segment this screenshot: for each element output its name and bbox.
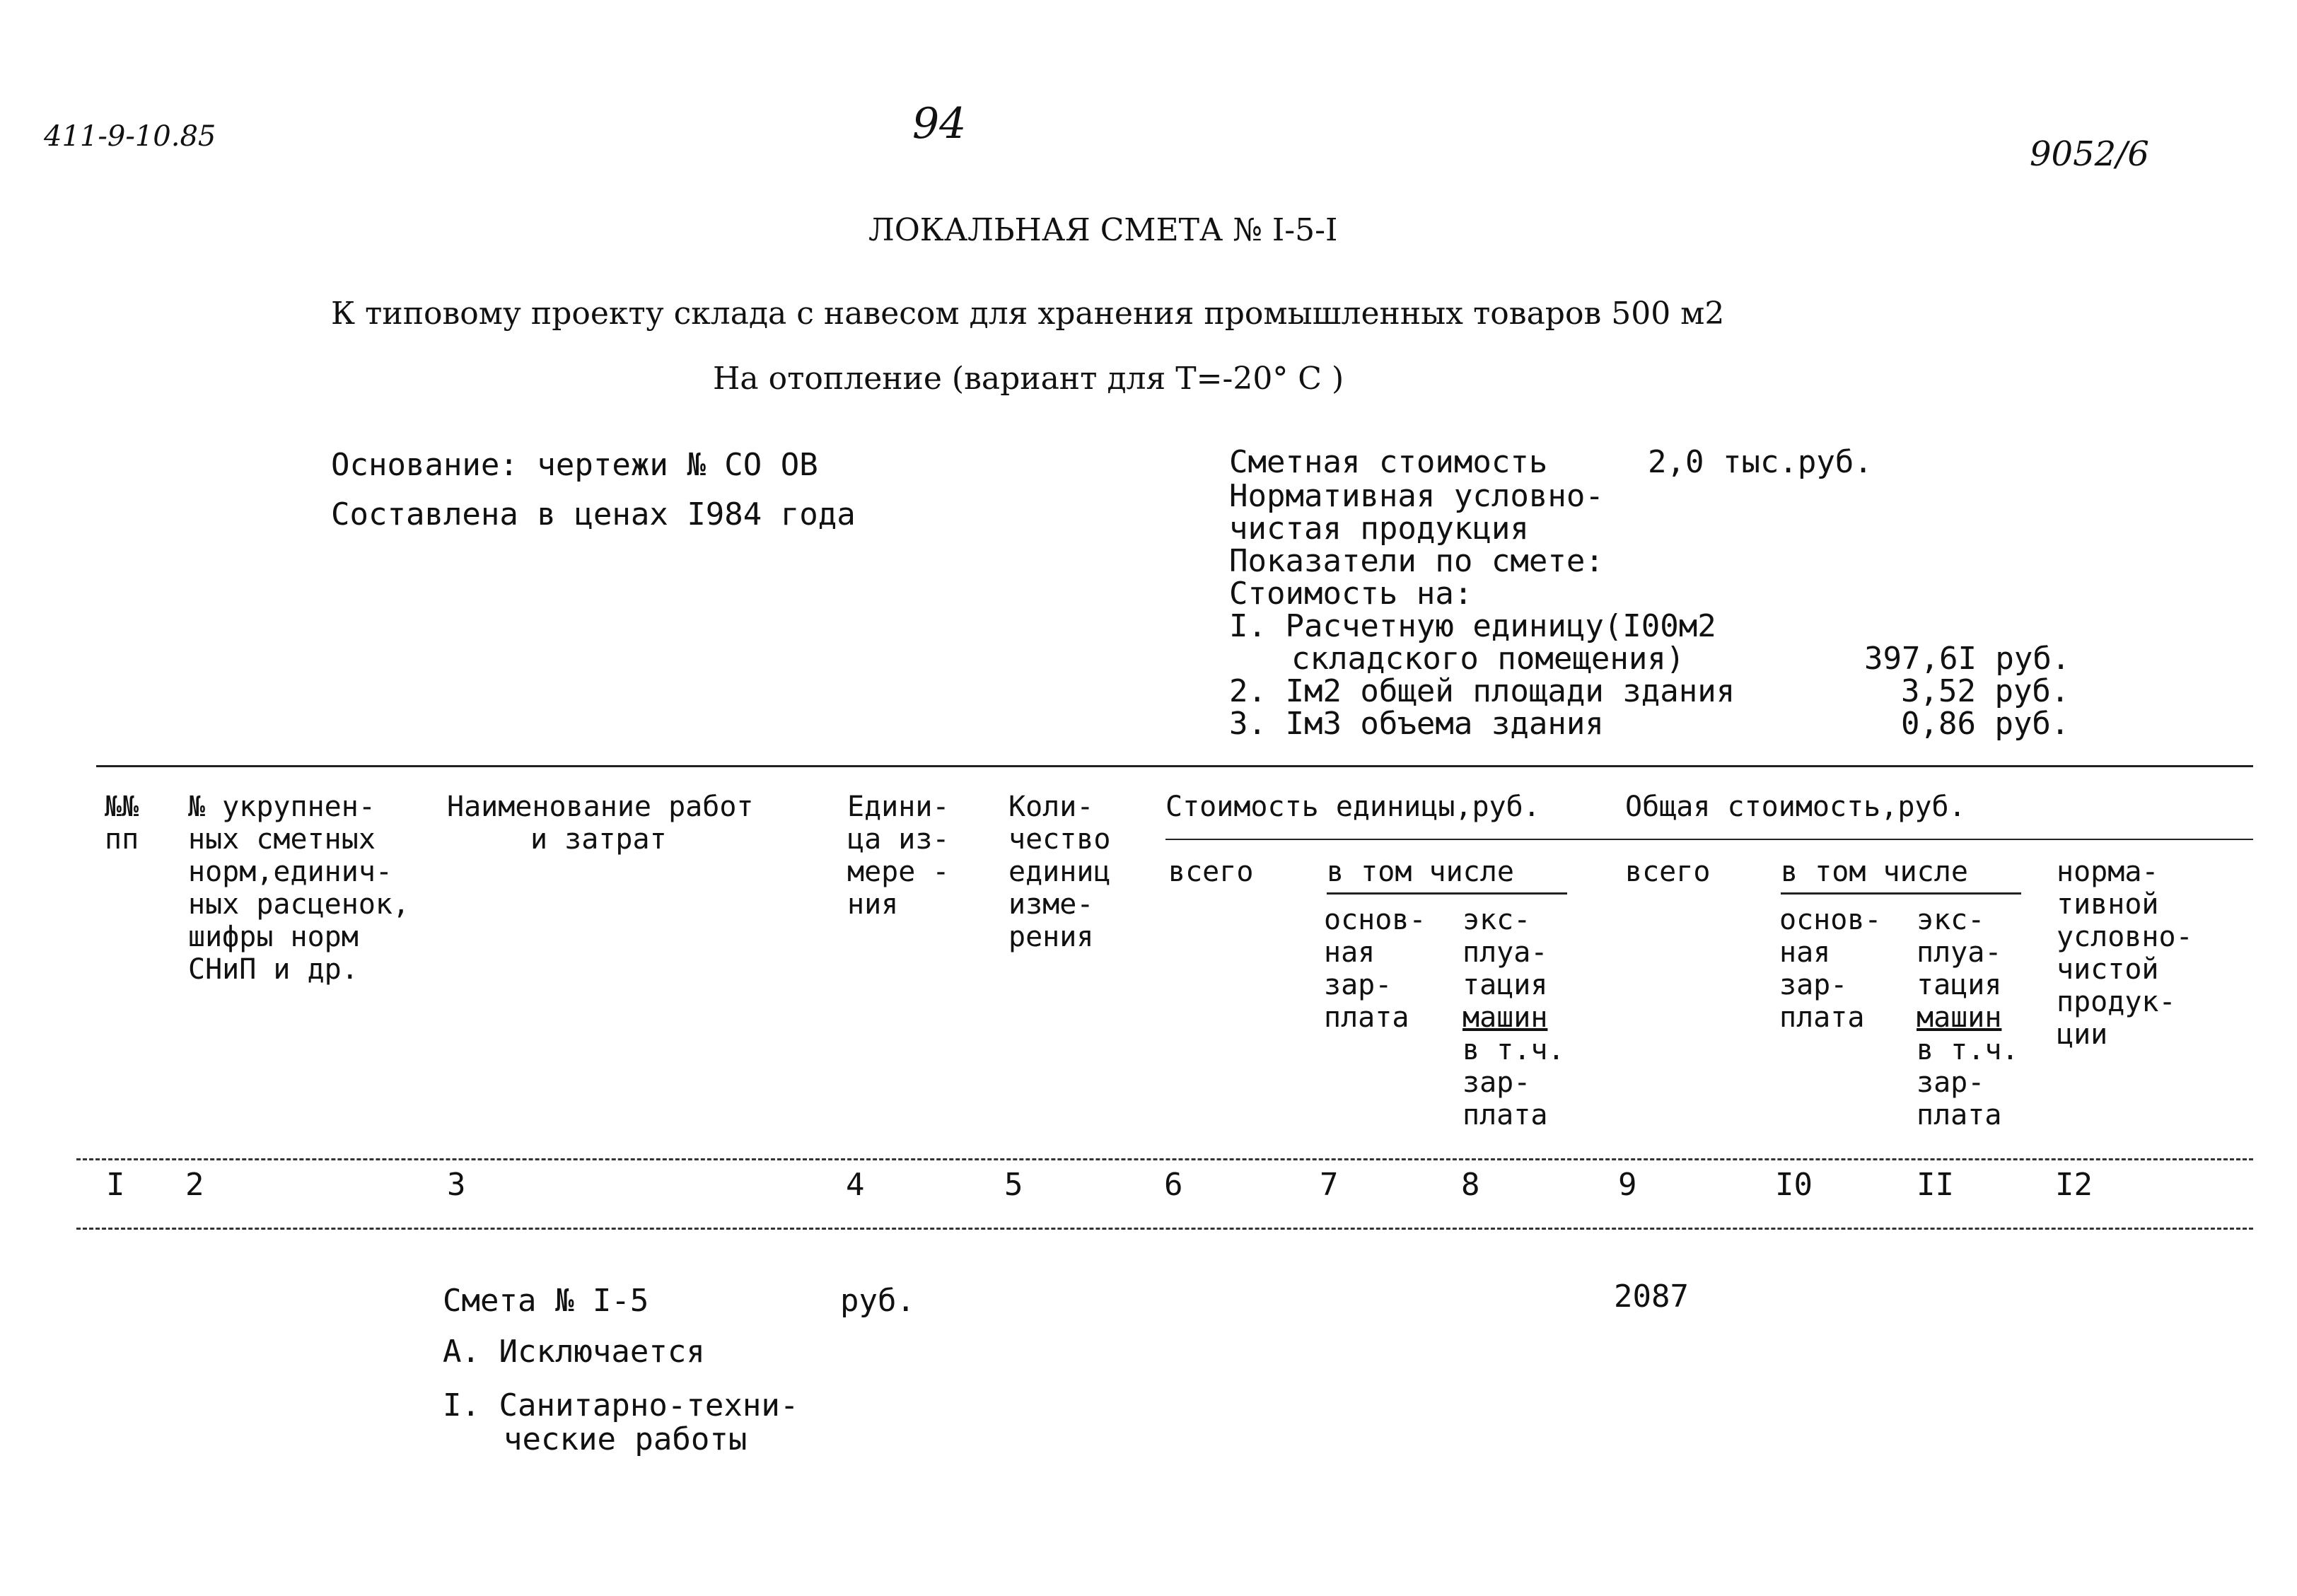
- header-line: плуа-: [1917, 936, 2002, 969]
- header-line: экс-: [1462, 904, 1531, 936]
- header-line: в т.ч.: [1462, 1034, 1565, 1066]
- header-line: зар-: [1779, 969, 1848, 1001]
- row-smeta-label: Смета № I-5: [443, 1283, 649, 1319]
- basis-prices: Составлена в ценах I984 года: [331, 496, 856, 532]
- header-col-number-line: №№: [105, 791, 139, 823]
- header-col10-base-salary: [1779, 904, 1882, 1034]
- header-line: ца из-: [847, 823, 950, 856]
- header-line: и затрат: [530, 823, 667, 856]
- cost-for-label: Стоимость на:: [1229, 576, 1473, 612]
- header-col-number: [105, 791, 139, 856]
- header-col-norm-codes: [188, 791, 409, 986]
- header-line: экс-: [1917, 904, 1985, 936]
- header-line: ных сметных: [188, 823, 376, 856]
- header-line: Едини-: [847, 791, 950, 823]
- page-number: 94: [912, 99, 967, 148]
- estimated-cost-label: Сметная стоимость: [1229, 444, 1548, 480]
- header-line: тация: [1917, 969, 2002, 1001]
- header-col-number-line: пп: [105, 823, 139, 856]
- header-col12-normative: [2057, 856, 2193, 1051]
- row-item-1-line1: I. Санитарно-техни-: [443, 1387, 799, 1423]
- column-numbers-bottom-rule: [76, 1228, 2253, 1230]
- row-smeta-unit: руб.: [840, 1283, 915, 1319]
- header-line: зар-: [1462, 1066, 1531, 1099]
- header-unit-total: всего: [1168, 856, 1254, 888]
- column-number: 7: [1320, 1167, 1339, 1203]
- header-line: ная: [1324, 936, 1376, 969]
- header-group-rule: [1165, 839, 2253, 840]
- indicator-2-label: 2. Iм2 общей площади здания: [1229, 673, 1735, 709]
- header-line: Наименование работ: [447, 791, 754, 823]
- header-line: шифры норм: [188, 921, 359, 953]
- header-unit-including-underline: [1327, 892, 1567, 895]
- indicators-label: Показатели по смете:: [1229, 543, 1604, 579]
- basis-drawings: Основание: чертежи № СО ОВ: [331, 447, 818, 483]
- header-line: рения: [1008, 921, 1094, 953]
- column-number: 5: [1004, 1167, 1023, 1203]
- header-line: № укрупнен-: [188, 791, 376, 823]
- header-col8-machines: [1462, 904, 1565, 1131]
- header-line: продук-: [2057, 986, 2176, 1018]
- column-number: II: [1917, 1167, 1954, 1203]
- header-col-quantity: [1008, 791, 1111, 953]
- row-section-a: А. Исключается: [443, 1334, 705, 1370]
- indicator-3-value: 0,86 руб.: [1901, 706, 2070, 742]
- header-col-unit: [847, 791, 950, 921]
- header-line: плата: [1462, 1099, 1548, 1131]
- header-line: ная: [1779, 936, 1831, 969]
- header-line: норма-: [2057, 856, 2159, 888]
- header-line: ния: [847, 888, 899, 921]
- header-overall-including-underline: [1781, 892, 2021, 895]
- column-number: I: [106, 1167, 125, 1203]
- header-col-work-name: [447, 791, 753, 856]
- header-line: мере -: [847, 856, 950, 888]
- header-line: чистой: [2057, 953, 2159, 986]
- normative-label-line2: чистая продукция: [1229, 511, 1529, 547]
- header-line: условно-: [2057, 921, 2193, 953]
- indicator-1-value: 397,6I руб.: [1864, 641, 2071, 677]
- normative-label-line1: Нормативная условно-: [1229, 478, 1604, 514]
- header-line: плата: [1324, 1001, 1409, 1034]
- row-smeta-total: 2087: [1614, 1278, 1689, 1315]
- column-number: 6: [1164, 1167, 1183, 1203]
- column-number: I0: [1775, 1167, 1813, 1203]
- header-unit-including: в том числе: [1327, 856, 1514, 888]
- column-number: 8: [1461, 1167, 1480, 1203]
- indicator-1-line1: I. Расчетную единицу(I00м2: [1229, 608, 1716, 644]
- table-top-rule: [96, 765, 2253, 767]
- header-line: изме-: [1008, 888, 1094, 921]
- indicator-2-value: 3,52 руб.: [1901, 673, 2070, 709]
- column-number: 9: [1618, 1167, 1637, 1203]
- header-col7-base-salary: [1324, 904, 1426, 1034]
- column-number: 4: [846, 1167, 865, 1203]
- header-line: машин: [1462, 1001, 1548, 1034]
- header-line: основ-: [1324, 904, 1426, 936]
- row-item-1-line2: ческие работы: [504, 1421, 748, 1457]
- header-overall-total: всего: [1625, 856, 1711, 888]
- page-title: ЛОКАЛЬНАЯ СМЕТА № I-5-I: [868, 212, 1338, 248]
- header-line: тивной: [2057, 888, 2159, 921]
- header-unit-cost-group: Стоимость единицы,руб.: [1165, 791, 1540, 823]
- column-number: 3: [447, 1167, 466, 1203]
- indicator-1-line2: складского помещения): [1291, 641, 1685, 677]
- estimated-cost-value: 2,0 тыс.руб.: [1648, 444, 1873, 480]
- header-line: плата: [1917, 1099, 2002, 1131]
- header-line: СНиП и др.: [188, 953, 359, 986]
- header-line: в т.ч.: [1917, 1034, 2019, 1066]
- project-subtitle: К типовому проекту склада с навесом для хранения промышленных товаров 500 м2: [331, 296, 1725, 332]
- document-code-note: 411-9-10.85: [44, 120, 216, 153]
- header-line: машин: [1917, 1001, 2002, 1034]
- header-line: плуа-: [1462, 936, 1548, 969]
- header-line: основ-: [1779, 904, 1882, 936]
- column-number: 2: [185, 1167, 204, 1203]
- heating-subtitle: На отопление (вариант для Т=-20° С ): [713, 361, 1344, 397]
- header-overall-including: в том числе: [1781, 856, 1968, 888]
- header-line: единиц: [1008, 856, 1111, 888]
- header-col11-machines: [1917, 904, 2019, 1131]
- indicator-3-label: 3. Iм3 объема здания: [1229, 706, 1604, 742]
- column-numbers-top-rule: [76, 1158, 2253, 1160]
- header-line: Коли-: [1008, 791, 1094, 823]
- sheet-number-note: 9052/6: [2030, 134, 2149, 174]
- header-line: чество: [1008, 823, 1111, 856]
- header-total-cost-group: Общая стоимость,руб.: [1625, 791, 1966, 823]
- column-number: I2: [2055, 1167, 2093, 1203]
- header-line: зар-: [1917, 1066, 1985, 1099]
- header-line: зар-: [1324, 969, 1392, 1001]
- header-line: норм,единич-: [188, 856, 392, 888]
- header-line: ции: [2057, 1018, 2108, 1051]
- header-line: ных расценок,: [188, 888, 410, 921]
- header-line: плата: [1779, 1001, 1865, 1034]
- header-line: тация: [1462, 969, 1548, 1001]
